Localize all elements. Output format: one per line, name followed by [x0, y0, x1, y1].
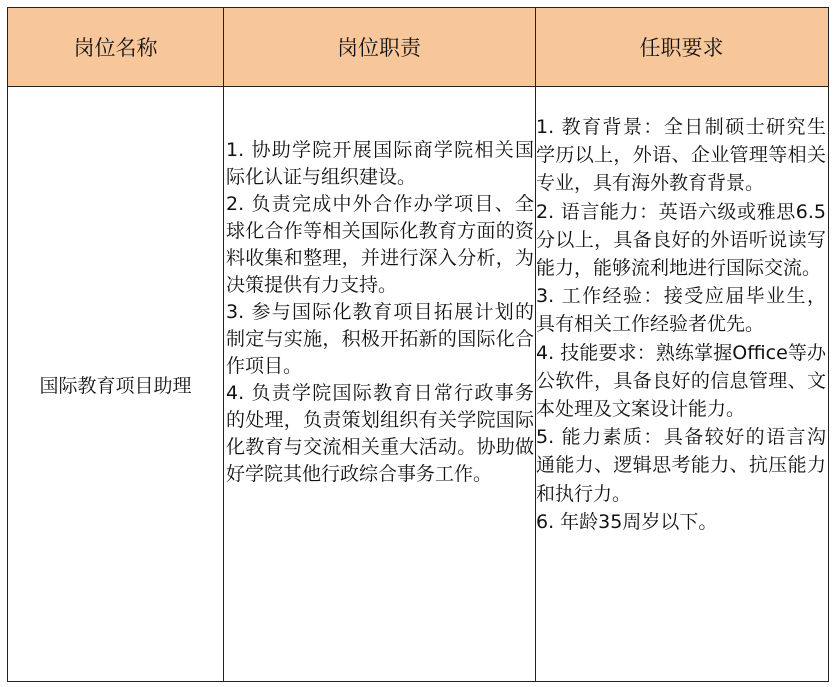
requirement-item: 5. 能力素质：具备较好的语言沟通能力、逻辑思考能力、抗压能力和执行力。	[536, 426, 826, 505]
duty-item: 2. 负责完成中外合作办学项目、全球化合作等相关国际化教育方面的资料收集和整理，并进行深入分析，为决策提供有力支持。	[226, 193, 534, 296]
table-header	[8, 8, 828, 87]
duty-item: 1. 协助学院开展国际商学院相关国际化认证与组织建设。	[226, 139, 534, 188]
requirement-item: 1. 教育背景：全日制硕士研究生学历以上，外语、企业管理等相关专业，具有海外教育背景。	[536, 116, 826, 195]
position-name-cell: 国际教育项目助理	[39, 374, 192, 397]
requirement-item: 4. 技能要求：熟练掌握Office等办公软件，具备良好的信息管理、文本处理及文案设计能力。	[536, 341, 826, 421]
requirement-item: 2. 语言能力：英语六级或雅思6.5分以上，具备良好的外语听说读写能力，能够流利地进行国际交流。	[536, 200, 826, 280]
requirement-item: 3. 工作经验：接受应届毕业生，具有相关工作经验者优先。	[536, 285, 826, 336]
table-row	[8, 87, 828, 681]
job-table	[7, 7, 829, 682]
requirement-item: 6. 年龄35周岁以下。	[536, 510, 718, 533]
requirements-cell	[536, 113, 826, 536]
duty-item: 3. 参与国际化教育项目拓展计划的制定与实施，积极开拓新的国际化合作项目。	[226, 301, 534, 377]
header-duties: 岗位职责	[337, 36, 421, 60]
header-position-name: 岗位名称	[73, 36, 158, 60]
duty-item: 4. 负责学院国际教育日常行政事务的处理，负责策划组织有关学院国际化教育与交流相关重大活动。协助做好学院其他行政综合事务工作。	[226, 382, 534, 485]
header-requirements: 任职要求	[639, 36, 724, 60]
duties-cell	[226, 137, 534, 488]
